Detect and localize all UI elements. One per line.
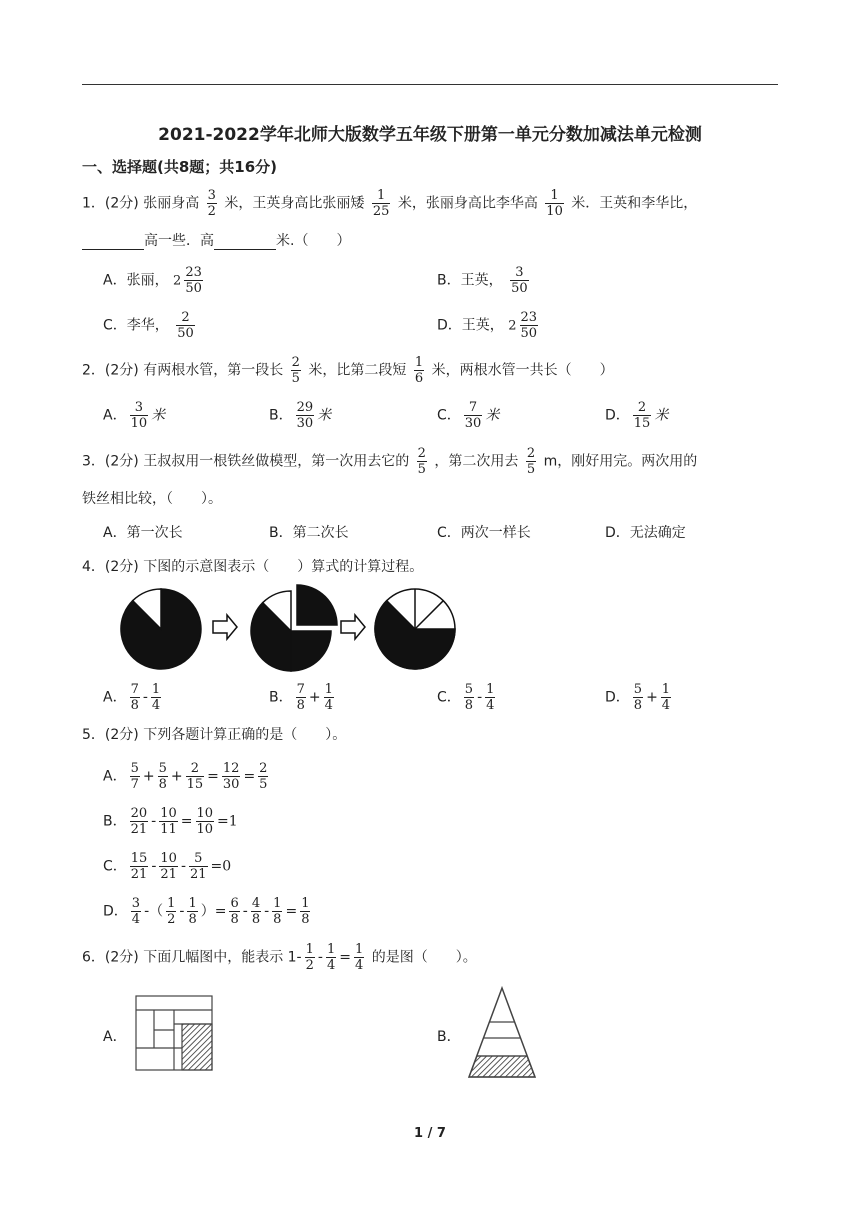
q6-figure-b (462, 984, 542, 1082)
q2-option-b[interactable]: B． $\frac{29}{30}$ 米 (269, 400, 332, 431)
question-1-line2: 高一些．高 米.（ ） (82, 230, 350, 250)
q1-option-b[interactable]: B．王英， $\frac{3}{50}$ (437, 265, 528, 296)
pie-diagram (115, 583, 465, 673)
pie-five-eighths (375, 589, 455, 669)
q2-option-a[interactable]: A． $\frac{3}{10}$ 米 (103, 400, 166, 431)
question-5: 5．(2分) 下列各题计算正确的是（ ）。 (82, 727, 347, 743)
question-2: 2．(2分) 有两根水管，第一段长 $\frac{2}{5}$ 米，比第二段短 $\frac{1}{6}$ 米，两根水管一共长（ ） (82, 355, 614, 386)
q3-option-a[interactable]: A．第一次长 (103, 525, 183, 541)
pie-exploded (251, 585, 337, 671)
question-3-line2: 铁丝相比较，（ ）。 (82, 491, 222, 507)
q3-option-b[interactable]: B．第二次长 (269, 525, 349, 541)
fraction: $\frac{1}{25}$ (372, 188, 390, 219)
fraction: $\frac{1}{10}$ (546, 188, 563, 219)
q6-option-a[interactable]: A． (103, 1029, 127, 1045)
q1-option-c[interactable]: C．李华， $\frac{2}{50}$ (103, 310, 194, 341)
section-heading: 一、选择题(共8题；共16分) (82, 158, 278, 176)
header-rule (82, 84, 778, 85)
question-1: 1．(2分) 张丽身高 $\frac{3}{2}$ 米，王英身高比张丽矮 $\frac{1}{25}$ 米，张丽身高比李华高 $\frac{1}{10}$ 米．王英和李华比， (82, 188, 698, 219)
q4-option-d[interactable]: D． $\frac{5}{8}$ + $\frac{1}{4}$ (605, 682, 671, 713)
q3-option-d[interactable]: D．无法确定 (605, 525, 686, 541)
q6-option-b[interactable]: B． (437, 1029, 461, 1045)
q1-option-a[interactable]: A．张丽， 2 $\frac{23}{50}$ (103, 265, 202, 296)
q2-option-c[interactable]: C． $\frac{7}{30}$ 米 (437, 400, 500, 431)
answer-blank (82, 235, 144, 250)
q5-option-b[interactable]: B． $\frac{20}{21}$ - $\frac{10}{11}$ = $\frac{10}{10}$ =1 (103, 806, 238, 837)
q6-figure-a (130, 992, 220, 1074)
page-title: 2021-2022学年北师大版数学五年级下册第一单元分数加减法单元检测 (158, 125, 702, 145)
question-3: 3．(2分) 王叔叔用一根铁丝做模型，第一次用去它的 $\frac{2}{5}$ ，第二次用去 $\frac{2}{5}$ m，刚好用完。两次用的 (82, 446, 698, 477)
q2-option-d[interactable]: D． $\frac{2}{15}$ 米 (605, 400, 669, 431)
pie-seven-eighths (121, 589, 201, 669)
q5-option-c[interactable]: C． $\frac{15}{21}$ - $\frac{10}{21}$ - $\frac{5}{21}$ =0 (103, 851, 232, 882)
q1-option-d[interactable]: D．王英， 2 $\frac{23}{50}$ (437, 310, 538, 341)
q5-option-d[interactable]: D． $\frac{3}{4}$ -（ $\frac{1}{2}$ - $\frac{1}{8}$ ）= $\frac{6}{8}$ - $\frac{4}{8}$ - $\frac{1}{8}$ = $\frac{1}{8}$ (103, 896, 310, 927)
q4-option-a[interactable]: A． $\frac{7}{8}$ - $\frac{1}{4}$ (103, 682, 161, 713)
q4-option-c[interactable]: C． $\frac{5}{8}$ - $\frac{1}{4}$ (437, 682, 495, 713)
q5-option-a[interactable]: A． $\frac{5}{7}$ + $\frac{5}{8}$ + $\frac{2}{15}$ = $\frac{12}{30}$ = $\frac{2}{5}$ (103, 761, 268, 792)
q4-option-b[interactable]: B． $\frac{7}{8}$ + $\frac{1}{4}$ (269, 682, 333, 713)
arrow-right-icon (213, 615, 237, 639)
fraction: $\frac{3}{2}$ (207, 188, 216, 219)
q3-option-c[interactable]: C．两次一样长 (437, 525, 531, 541)
question-6: 6．(2分) 下面几幅图中，能表示 1- $\frac{1}{2}$ - $\frac{1}{4}$ = $\frac{1}{4}$ 的是图（ ）。 (82, 942, 477, 973)
arrow-right-icon (341, 615, 365, 639)
page-number: 1 / 7 (414, 1126, 446, 1141)
question-4: 4．(2分) 下图的示意图表示（ ）算式的计算过程。 (82, 559, 424, 575)
answer-blank (214, 235, 276, 250)
